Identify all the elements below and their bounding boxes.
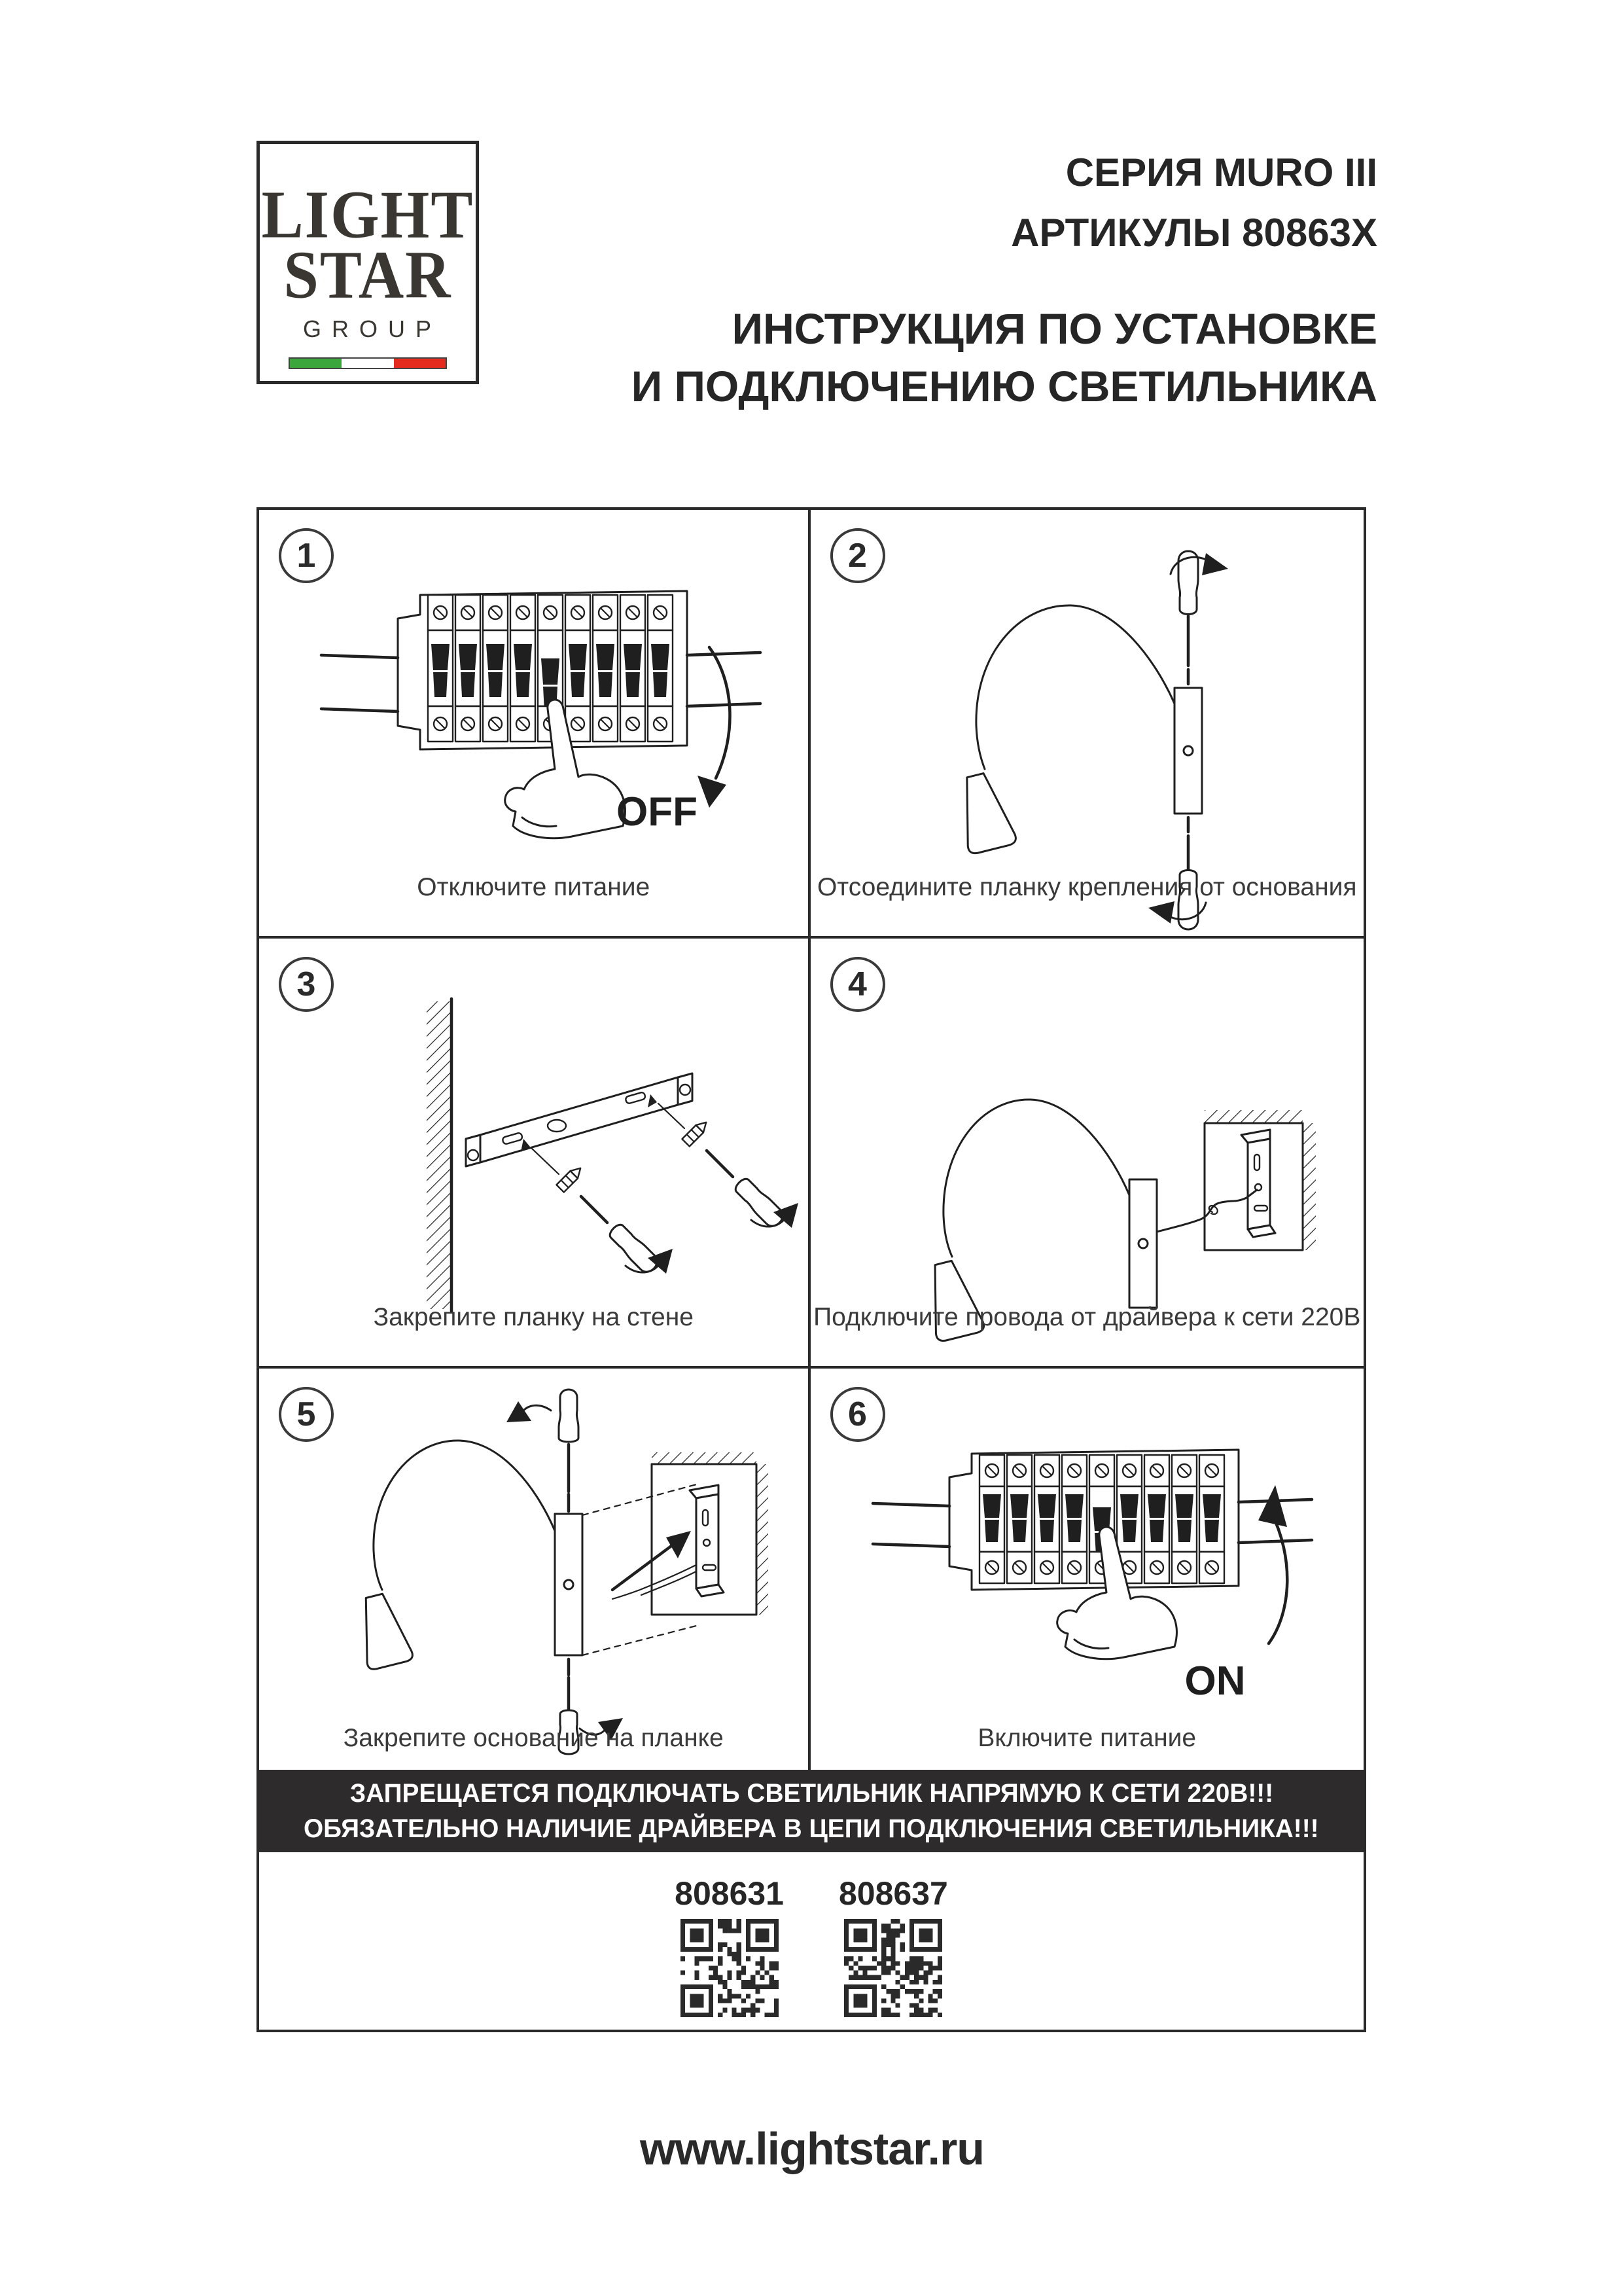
lamp-head (352, 1590, 414, 1671)
screwdriver-1 (581, 1196, 607, 1223)
step-4-caption: Подключите провода от драйвера к сети 220В (813, 1303, 1361, 1331)
gooseneck-arm (976, 605, 1174, 769)
step-1-caption: Отключите питание (417, 873, 650, 901)
alignment-dash-bottom (582, 1625, 699, 1655)
connect-driver-illustration (811, 939, 1366, 1366)
off-label: OFF (616, 789, 697, 834)
qr-code (680, 1919, 779, 2017)
instruction-title-line1: ИНСТРУКЦИЯ ПО УСТАНОВКЕ (732, 304, 1377, 353)
series-title: СЕРИЯ MURO III (1065, 151, 1377, 194)
on-label: ON (1184, 1659, 1246, 1704)
step-6-panel (811, 1369, 1364, 1770)
article-number: 808631 (675, 1875, 784, 1912)
detach-plate-illustration (811, 510, 1366, 936)
mount-bracket-illustration (259, 939, 812, 1366)
step-5-caption: Закрепите основание на планке (343, 1724, 724, 1752)
lightstar-logo (256, 141, 479, 384)
step-5-panel (259, 1369, 811, 1770)
wall-hatching (427, 1001, 451, 1309)
step-6-caption: Включите питание (978, 1724, 1197, 1752)
step-3-panel (259, 939, 811, 1369)
gooseneck-arm (374, 1441, 555, 1590)
warning-line-2: ОБЯЗАТЕЛЬНО НАЛИЧИЕ ДРАЙВЕРА В ЦЕПИ ПОДКЛЮЧЕНИЯ СВЕТИЛЬНИКА!!! (304, 1814, 1319, 1843)
step-1-panel (259, 510, 811, 939)
product-column (675, 1852, 784, 2017)
breaker-on-illustration (811, 1369, 1366, 1770)
rotate-down-arrow (709, 647, 730, 778)
articles-title: АРТИКУЛЫ 80863X (1011, 211, 1377, 255)
logo-word-light: LIGHT (261, 176, 474, 253)
warning-line-1: ЗАПРЕЩАЕТСЯ ПОДКЛЮЧАТЬ СВЕТИЛЬНИК НАПРЯМУЮ К СЕТИ 220В!!! (349, 1779, 1273, 1808)
breaker-off-illustration (259, 510, 812, 936)
logo-word-star: STAR (283, 236, 452, 313)
fix-base-illustration (259, 1369, 812, 1770)
flag-green-segment (290, 359, 342, 368)
italian-flag-bar (289, 357, 447, 369)
logo-word-group: GROUP (302, 315, 442, 342)
step-4-number: 4 (830, 957, 885, 1012)
gooseneck-arm (943, 1100, 1129, 1257)
lamp-head (951, 770, 1017, 855)
header-titles (631, 143, 1377, 415)
step-3-caption: Закрепите планку на стене (373, 1303, 694, 1331)
screw-1 (556, 1164, 584, 1192)
step-2-caption: Отсоедините планку крепления от основания (817, 873, 1357, 901)
step-5-number: 5 (279, 1387, 334, 1442)
step-2-number: 2 (830, 528, 885, 583)
qr-section (259, 1852, 1364, 2017)
flag-red-segment (394, 359, 446, 368)
product-column (839, 1852, 948, 2017)
wall-hatching-right (756, 1464, 768, 1615)
rotate-up-arrow (1269, 1513, 1287, 1643)
instruction-figure (256, 507, 1366, 2032)
mounting-bracket (480, 1077, 678, 1162)
screw-axis-1 (531, 1148, 559, 1174)
step-2-panel (811, 510, 1364, 939)
step-4-panel (811, 939, 1364, 1369)
step-1-number: 1 (279, 528, 334, 583)
flag-white-segment (342, 359, 393, 368)
article-number: 808637 (839, 1875, 948, 1912)
screw-2 (682, 1119, 709, 1146)
qr-code (844, 1919, 942, 2017)
step-6-number: 6 (830, 1387, 885, 1442)
wall-hatching-top (1205, 1110, 1303, 1123)
wall-hatching-right (1303, 1123, 1316, 1250)
step-3-number: 3 (279, 957, 334, 1012)
screwdriver-2 (707, 1151, 733, 1177)
instruction-title-line2: И ПОДКЛЮЧЕНИЮ СВЕТИЛЬНИКА (631, 362, 1377, 410)
website-url: www.lightstar.ru (640, 2123, 984, 2174)
wall-hatching-top (652, 1452, 756, 1464)
warning-band (259, 1770, 1364, 1852)
